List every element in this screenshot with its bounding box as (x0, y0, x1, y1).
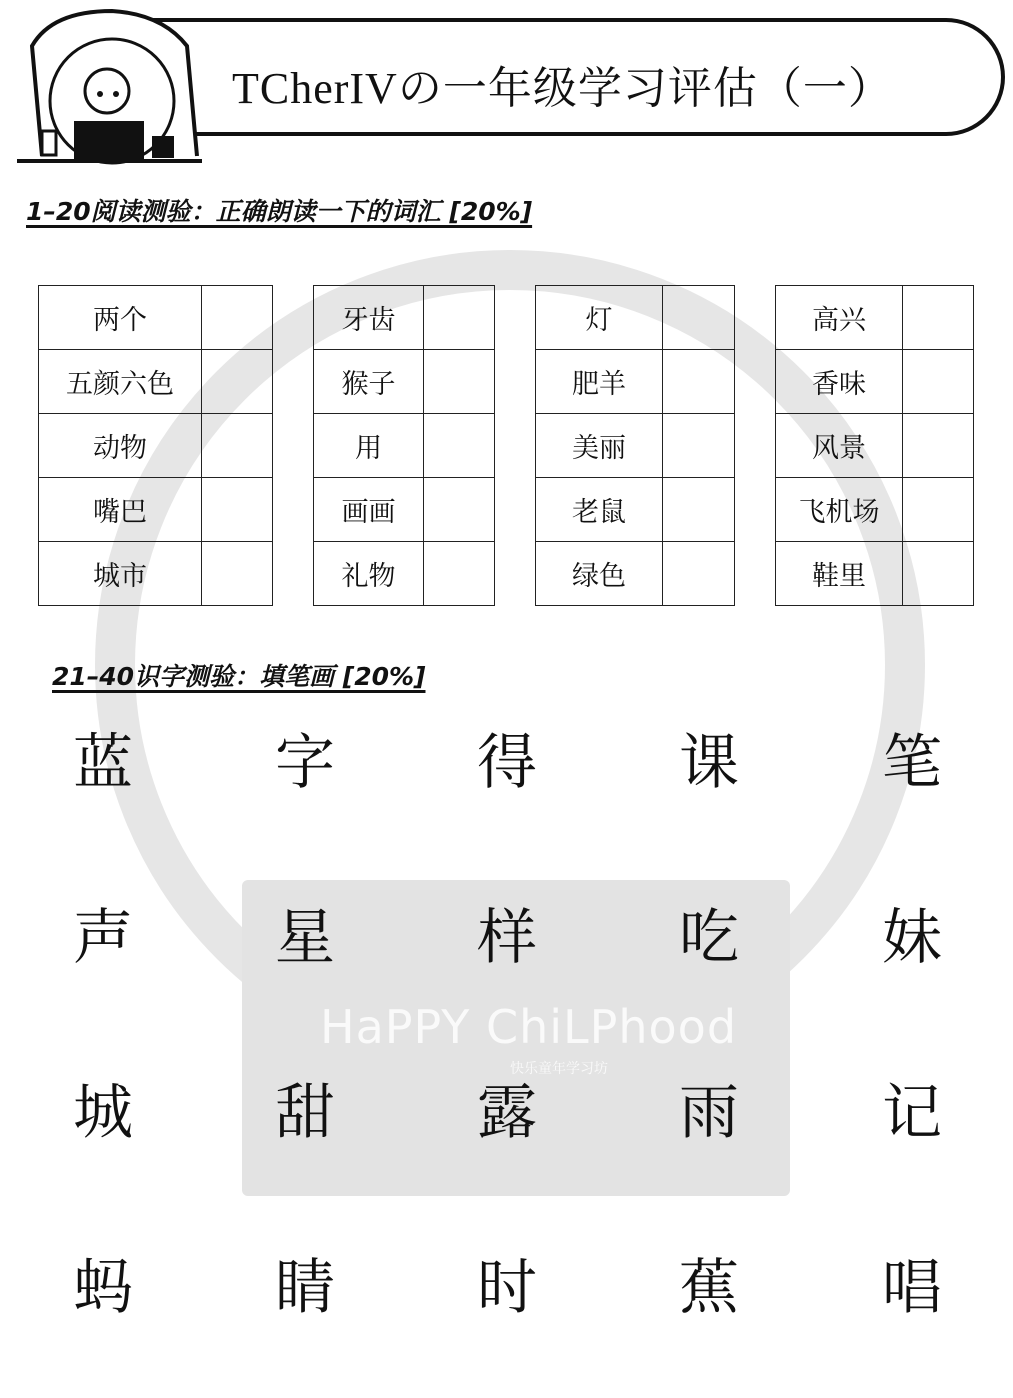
word-cell: 香味 (776, 350, 903, 414)
table-row (314, 478, 495, 542)
word-cell: 飞机场 (776, 478, 903, 542)
word-cell: 两个 (39, 286, 202, 350)
stroke-character: 甜 (275, 1078, 335, 1148)
teacher-avatar-logo (12, 6, 202, 166)
table-row (39, 478, 273, 542)
table-row (536, 414, 735, 478)
table-row (776, 414, 974, 478)
word-cell: 鞋里 (776, 542, 903, 606)
table-row (776, 350, 974, 414)
answer-cell[interactable] (202, 286, 273, 350)
stroke-character: 雨 (679, 1078, 739, 1148)
answer-cell[interactable] (903, 414, 974, 478)
stroke-character: 样 (477, 903, 537, 973)
answer-cell[interactable] (202, 542, 273, 606)
answer-cell[interactable] (663, 542, 735, 606)
table-row (314, 350, 495, 414)
word-cell: 嘴巴 (39, 478, 202, 542)
stroke-character: 课 (679, 728, 739, 798)
table-row (776, 542, 974, 606)
stroke-character: 记 (882, 1078, 942, 1148)
table-row (776, 478, 974, 542)
answer-cell[interactable] (903, 542, 974, 606)
answer-cell[interactable] (663, 478, 735, 542)
table-row (39, 542, 273, 606)
word-table-2 (313, 285, 495, 606)
stroke-character: 字 (275, 728, 335, 798)
word-cell: 牙齿 (314, 286, 424, 350)
watermark-text: HaPPY ChiLPhood (320, 1000, 738, 1054)
stroke-character: 时 (477, 1253, 537, 1323)
answer-cell[interactable] (663, 350, 735, 414)
section1-heading: 1–20阅读测验：正确朗读一下的词汇 [20%] (26, 197, 533, 226)
answer-cell[interactable] (424, 286, 495, 350)
word-cell: 高兴 (776, 286, 903, 350)
answer-cell[interactable] (663, 414, 735, 478)
word-cell: 礼物 (314, 542, 424, 606)
word-cell: 绿色 (536, 542, 663, 606)
table-row (39, 286, 273, 350)
word-cell: 用 (314, 414, 424, 478)
answer-cell[interactable] (903, 478, 974, 542)
word-cell: 猴子 (314, 350, 424, 414)
word-cell: 五颜六色 (39, 350, 202, 414)
watermark-subtext: 快乐童年学习坊 (510, 1061, 608, 1077)
table-row (314, 542, 495, 606)
answer-cell[interactable] (903, 286, 974, 350)
word-cell: 美丽 (536, 414, 663, 478)
table-row (536, 286, 735, 350)
answer-cell[interactable] (903, 350, 974, 414)
table-row (536, 350, 735, 414)
word-table-1 (38, 285, 273, 606)
answer-cell[interactable] (424, 478, 495, 542)
table-row (39, 414, 273, 478)
stroke-character: 睛 (275, 1253, 335, 1323)
word-cell: 风景 (776, 414, 903, 478)
word-cell: 画画 (314, 478, 424, 542)
table-row (314, 286, 495, 350)
word-table-3 (535, 285, 735, 606)
word-cell: 城市 (39, 542, 202, 606)
page-title: TCherIVの一年级学习评估（一） (232, 64, 893, 113)
answer-cell[interactable] (202, 414, 273, 478)
stroke-character: 声 (73, 903, 133, 973)
table-row (536, 478, 735, 542)
answer-cell[interactable] (202, 350, 273, 414)
stroke-character: 蚂 (73, 1253, 133, 1323)
answer-cell[interactable] (424, 542, 495, 606)
stroke-character: 星 (275, 903, 335, 973)
stroke-character: 唱 (882, 1253, 942, 1323)
stroke-character: 蓝 (73, 728, 133, 798)
word-cell: 肥羊 (536, 350, 663, 414)
table-row (39, 350, 273, 414)
word-table-4 (775, 285, 974, 606)
stroke-character: 城 (73, 1078, 133, 1148)
answer-cell[interactable] (202, 478, 273, 542)
word-cell: 动物 (39, 414, 202, 478)
word-cell: 灯 (536, 286, 663, 350)
answer-cell[interactable] (424, 350, 495, 414)
answer-cell[interactable] (663, 286, 735, 350)
table-row (314, 414, 495, 478)
table-row (776, 286, 974, 350)
stroke-character: 露 (477, 1078, 537, 1148)
stroke-character: 妹 (882, 903, 942, 973)
answer-cell[interactable] (424, 414, 495, 478)
stroke-character: 笔 (882, 728, 942, 798)
stroke-character: 得 (477, 728, 537, 798)
table-row (536, 542, 735, 606)
word-cell: 老鼠 (536, 478, 663, 542)
stroke-character: 蕉 (679, 1253, 739, 1323)
section2-heading: 21–40识字测验：填笔画 [20%] (52, 662, 426, 691)
stroke-character: 吃 (679, 903, 739, 973)
